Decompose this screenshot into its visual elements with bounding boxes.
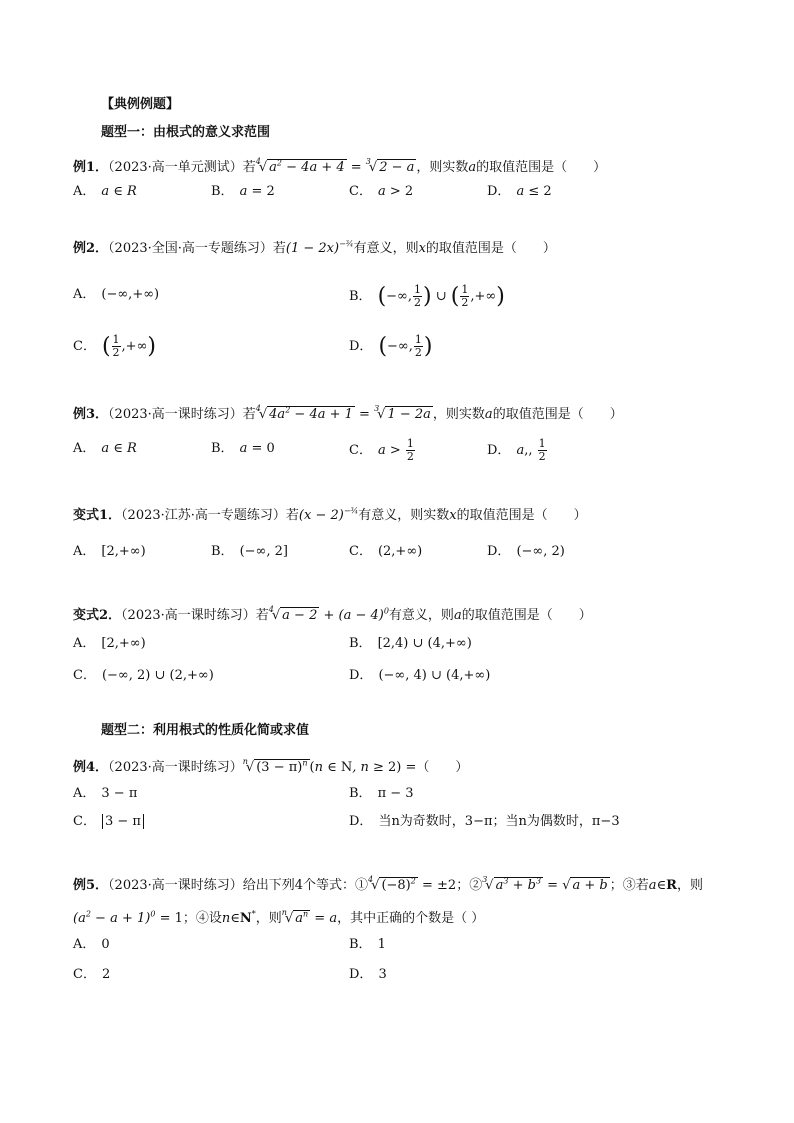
example-3-option-b[interactable]: B． a = 0 bbox=[211, 441, 275, 456]
example-5-question-line1: 例5．（2023·高一课时练习）给出下列4个等式：①$^4$√ $(-8)^2 = \pm 2$；②$^3$√ $a^3 + b^3$ = √ a + b ；③若a∈R，则 bbox=[73, 875, 703, 893]
example-5-option-d[interactable]: D． 3 bbox=[349, 967, 387, 982]
section2-title: 题型二：利用根式的性质化简或求值 bbox=[101, 723, 310, 738]
example-4-option-d[interactable]: D． 当n为奇数时，3−π；当n为偶数时，π−3 bbox=[349, 814, 620, 829]
example-3-question: 例3．（2023·高一课时练习）若$^4$√ $4a^2 - 4a + 1 = ^3√$ 1 − 2a ，则实数a的取值范围是（ ） bbox=[73, 404, 623, 422]
example-1-equation: $^4$√ $a^2 - 4a + 4 = ^3√$ 2 − a bbox=[255, 157, 415, 175]
variant-1-option-d[interactable]: D． (−∞, 2) bbox=[487, 544, 565, 559]
example-4-option-c[interactable]: C． 3 − π bbox=[73, 811, 144, 833]
example-3-equation: $^4$√ $4a^2 - 4a + 1 = ^3√$ 1 − 2a bbox=[255, 404, 431, 422]
example-4-expression: $^n$√ $(3 - \pi)^n$ (n ∈ N, n ≥ 2) = bbox=[242, 757, 417, 775]
example-2-option-c[interactable]: C． ( $\frac{1}{2}$ ,+∞) bbox=[73, 333, 156, 359]
example-2-option-d[interactable]: D． (−∞, $\frac{1}{2}$ ) bbox=[349, 333, 433, 359]
example-3-option-a[interactable]: A． a ∈ R bbox=[73, 441, 137, 456]
example-4-question: 例4．（2023·高一课时练习）$^n$√ $(3 - \pi)^n$ (n ∈ N, n ≥ 2) =（ ） bbox=[73, 757, 469, 775]
example-5-option-a[interactable]: A． 0 bbox=[73, 937, 110, 952]
example-1-tag: 例1． bbox=[73, 160, 109, 175]
variant-1-question: 变式1．（2023·江苏·高一专题练习）若$(x - 2)^{-\frac{3}{4}}$有意义，则实数x的取值范围是（ ） bbox=[73, 506, 587, 523]
variant-2-expression: $^4$√ $a - 2 + (a - 4)^0$ bbox=[268, 605, 389, 623]
example-3-option-c[interactable]: C． a > $\frac{1}{2}$ bbox=[349, 437, 414, 463]
section-header: 【典例例题】 bbox=[101, 97, 180, 112]
example-2-option-b[interactable]: B． (−∞, $\frac{1}{2}$ ) ∪ ( $\frac{1}{2}$ ,+∞) bbox=[349, 283, 505, 309]
example-5-option-c[interactable]: C． 2 bbox=[73, 967, 111, 982]
example-4-option-b[interactable]: B． π − 3 bbox=[349, 786, 414, 801]
example-1-option-d[interactable]: D． a ≤ 2 bbox=[487, 184, 552, 199]
example-4-option-a[interactable]: A． 3 − π bbox=[73, 786, 138, 801]
variant-1-option-b[interactable]: B． (−∞, 2] bbox=[211, 544, 288, 559]
example-2-option-a[interactable]: A． (−∞,+∞) bbox=[73, 287, 160, 302]
example-5-question-line2: $(a^2 - a + 1)^0 = 1$；④设n∈N*，则$^n$√ $a^n = a$，其中正确的个数是（ ） bbox=[73, 908, 485, 926]
example-3-option-d[interactable]: D． a,, $\frac{1}{2}$ bbox=[487, 437, 546, 463]
variant-2-option-a[interactable]: A． [2,+∞) bbox=[73, 636, 146, 651]
example-1-option-a[interactable]: A． a ∈ R bbox=[73, 184, 137, 199]
variant-2-question: 变式2．（2023·高一课时练习）若$^4$√ $a - 2 + (a - 4)^0$有意义，则a的取值范围是（ ） bbox=[73, 605, 592, 623]
example-1-question: 例1．（2023·高一单元测试）若$^4$√ $a^2 - 4a + 4 = ^3√$ 2 − a ，则实数a的取值范围是（ ） bbox=[73, 157, 607, 175]
example-1-option-c[interactable]: C． a > 2 bbox=[349, 184, 414, 199]
variant-2-option-d[interactable]: D． (−∞, 4) ∪ (4,+∞) bbox=[349, 668, 491, 683]
example-2-expression: $(1 - 2x)^{-\frac{3}{4}}$ bbox=[285, 239, 354, 256]
example-5-option-b[interactable]: B． 1 bbox=[349, 937, 386, 952]
variant-1-option-a[interactable]: A． [2,+∞) bbox=[73, 544, 146, 559]
section1-title: 题型一：由根式的意义求范围 bbox=[101, 125, 271, 140]
variant-1-option-c[interactable]: C． (2,+∞) bbox=[349, 544, 423, 559]
variant-2-option-c[interactable]: C． (−∞, 2) ∪ (2,+∞) bbox=[73, 668, 214, 683]
variant-1-expression: $(x - 2)^{-\frac{3}{4}}$ bbox=[298, 506, 359, 523]
example-2-question: 例2．（2023·全国·高一专题练习）若$(1 - 2x)^{-\frac{3}{4}}$有意义，则x的取值范围是（ ） bbox=[73, 239, 556, 256]
variant-2-option-b[interactable]: B． [2,4) ∪ (4,+∞) bbox=[349, 636, 472, 651]
example-1-option-b[interactable]: B． a = 2 bbox=[211, 184, 275, 199]
